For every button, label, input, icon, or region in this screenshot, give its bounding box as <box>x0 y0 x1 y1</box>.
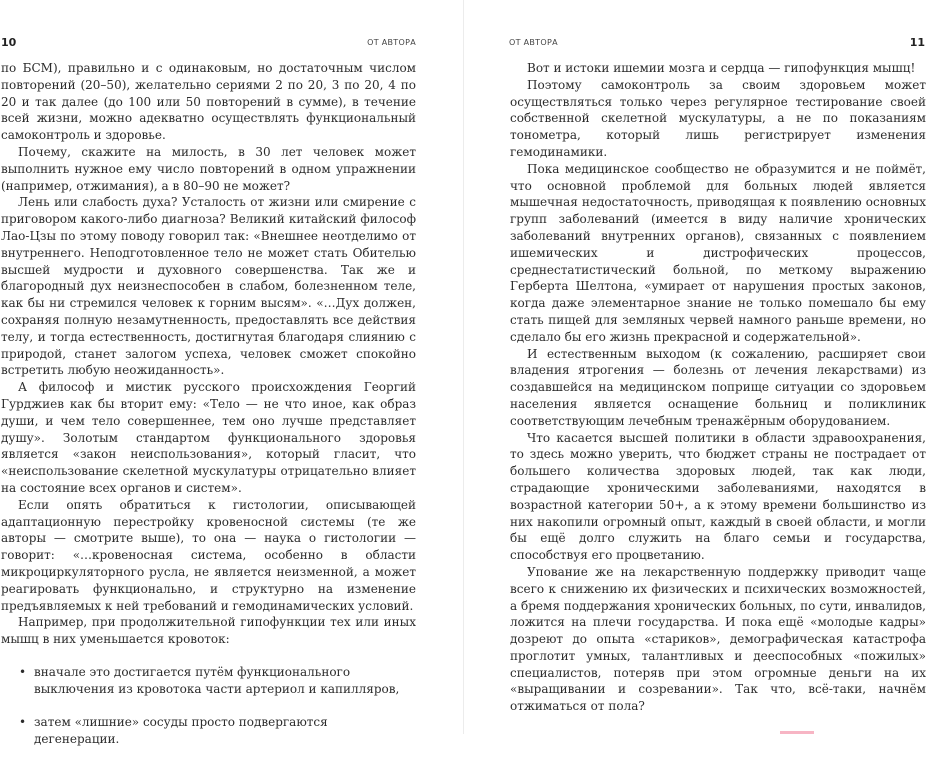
list-item <box>1 664 416 698</box>
paragraph: Вот и истоки ишемии мозга и сердца — гипофункция мышц! <box>527 61 916 75</box>
body-text <box>510 60 926 715</box>
bullet-icon: • <box>19 715 27 730</box>
paragraph: И естественным выходом (к сожалению, расширяет свои владения ятрогения — болезнь от лечения лекарствами) из создавшейся на медицинском поприще ситуации со здоровьем населения является оснащение больниц и поликлиник соответствующим лечебным тренажёрным оборудованием. <box>510 346 926 428</box>
list-item-text: вначале это достигается путём функционального выключения из кровотока части артериол и капилляров, <box>34 664 400 696</box>
bullet-icon: • <box>19 664 27 679</box>
left-page <box>0 0 463 747</box>
paragraph: Поэтому самоконтроль за своим здоровьем может осуществляться только через регулярное тестирование своей собственной скелетной мускулатуры, а не по показаниям тонометра, который лишь регистрирует изменения гемодинамики. <box>510 77 926 159</box>
running-header: ОТ АВТОРА <box>367 38 416 47</box>
paragraph: Упование же на лекарственную поддержку приводит чаще всего к снижению их физических и психических возможностей, а бремя поддержания хронических больных, по сути, инвалидов, ложится на плечи государства. И пока ещё «молодые кадры» дозреют до опыта «стариков», демографическая катастрофа проглотит умных, талантливых и дееспособных «пожилых» специалистов, потеряв при этом огромные деньги на их «выращивании и созревании». Так что, всё-таки, начнём отжиматься от пола? <box>510 564 926 714</box>
paragraph: Пока медицинское сообщество не образумится и не поймёт, что основной проблемой для больных людей является мышечная недостаточность, приводящая к появлению основных групп заболеваний (имеется в виду наличие хронических заболеваний внутренних органов), связанных с появлением ишемических и дистрофических процессов, среднестатистический больной, по меткому выражению Герберта Шелтона, «умирает от нарушения простых законов, когда даже элементарное знание не только помешало бы ему стать пищей для земляных червей намного раньше времени, но сделало бы его жизнь прекрасной и содержательной». <box>510 161 926 344</box>
body-text <box>1 60 416 765</box>
paragraph: А философ и мистик русского происхождения Георгий Гурджиев как бы вторит ему: «Тело — не что иное, как образ души, и чем тело совершеннее, тем оно лучше представляет душу». Золотым стандартом функционального здоровья является «закон неиспользования», который гласит, что «неиспользование скелетной мускулатуры отрицательно влияет на состояние всех органов и систем». <box>1 380 416 495</box>
running-header: ОТ АВТОРА <box>509 38 558 47</box>
list-item <box>1 714 416 748</box>
page-number: 10 <box>1 36 17 49</box>
paragraph: Почему, скажите на милость, в 30 лет человек может выполнить нужное ему число повторений в одном упражнении (например, отжимания), а в 80–90 не может? <box>1 144 416 193</box>
bullet-list <box>1 664 416 748</box>
paragraph: Лень или слабость духа? Усталость от жизни или смирение с приговором какого-либо диагноза? Великий китайский философ Лао-Цзы по этому поводу говорил так: «Внешнее неотделимо от внутреннего. Неподготовленное тело не может стать Обителью высшей мудрости и духовного совершенства. Так же и благородный дух неизнеспособен в слабом, болезненном теле, как бы ни стремился человек к горним высям». «…Дух должен, сохраняя полную незамутненность, предоставлять все действия телу, и тогда естественность, достигнутая благодаря слиянию с природой, станет залогом успеха, человек сможет спокойно встретить любую неожиданность». <box>1 195 416 378</box>
paragraph: Если опять обратиться к гистологии, описывающей адаптационную перестройку кровеносной системы (те же авторы — смотрите выше), то она — наука о гистологии — говорит: «…кровеносная система, особенно в области микроциркуляторного русла, не является неизменной, а может реагировать функционально, и структурно на изменение предъявляемых к ней требований и гемодинамических условий. <box>1 497 416 613</box>
list-item-text: затем «лишние» сосуды просто подвергаются дегенерации. <box>34 715 328 747</box>
right-page <box>464 0 928 734</box>
page-number: 11 <box>909 36 925 49</box>
paragraph: Например, при продолжительной гипофункции тех или иных мышц в них уменьшается кровоток: <box>1 615 416 647</box>
paragraph: Что касается высшей политики в области здравоохранения, то здесь можно уверить, что бюджет страны не пострадает от большего количества здоровых людей, так как люди, страдающие хроническими заболеваниями, находятся в возрастной категории 50+, а к этому времени большинство из них накопили огромный опыт, каждый в своей области, и могли бы ещё долго служить на благо семьи и государства, способствуя его процветанию. <box>510 430 926 563</box>
paragraph: по БСМ), правильно и с одинаковым, но достаточным числом повторений (20–50), желательно сериями 2 по 20, 3 по 20, 4 по 20 и так далее (до 100 или 50 повторений в сумме), в течение всей жизни, можно адекватно осуществлять функциональный самоконтроль и здоровье. <box>1 61 416 143</box>
